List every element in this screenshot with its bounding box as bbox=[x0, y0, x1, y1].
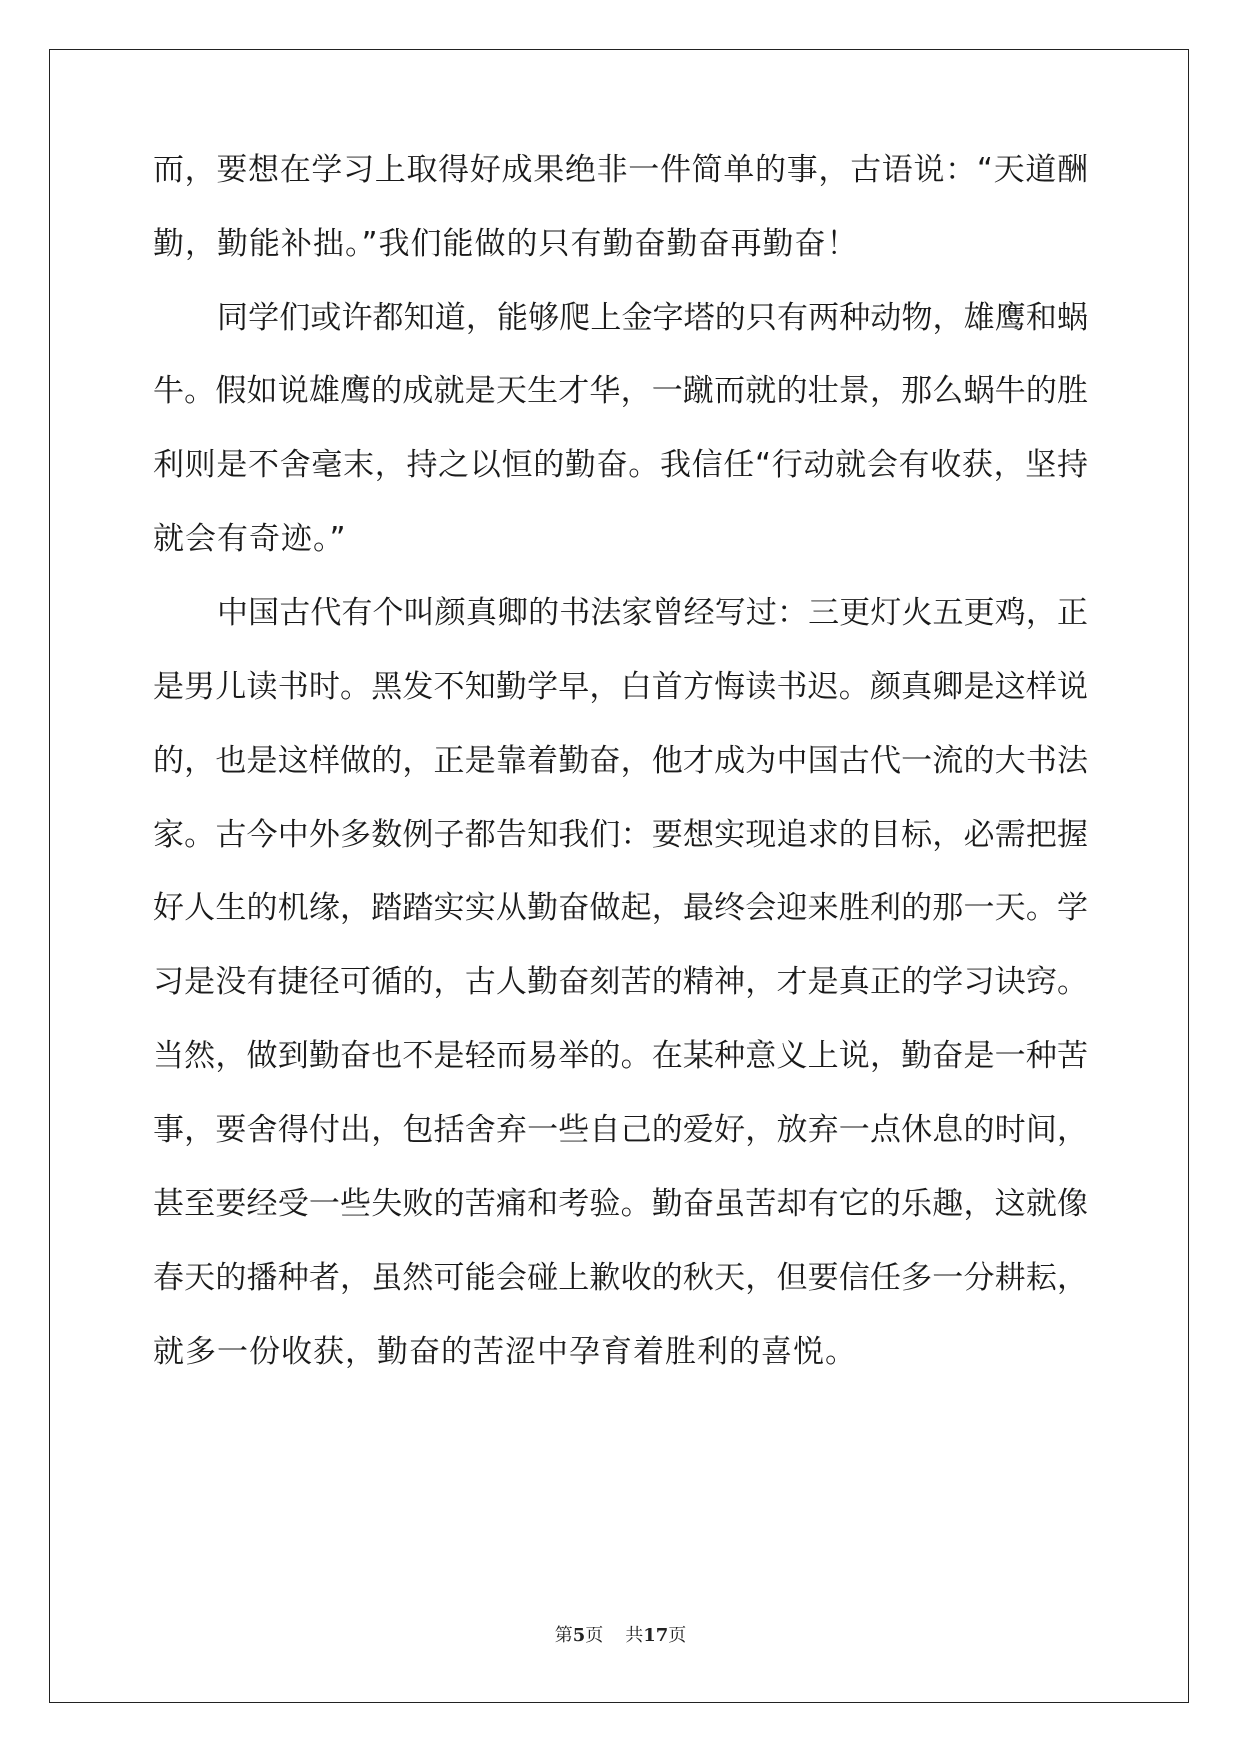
text-line: 的，也是这样做的，正是靠着勤奋，他才成为中国古代一流的大书法 bbox=[153, 743, 1088, 779]
text-line: 牛。假如说雄鹰的成就是天生才华，一蹴而就的壮景，那么蜗牛的胜 bbox=[153, 373, 1088, 409]
text-line: 家。古今中外多数例子都告知我们：要想实现追求的目标，必需把握 bbox=[153, 817, 1088, 853]
text-line: 就多一份收获，勤奋的苦涩中孕育着胜利的喜悦。 bbox=[153, 1334, 857, 1370]
text-line: 就会有奇迹。” bbox=[153, 521, 347, 557]
text-line: 中国古代有个叫颜真卿的书法家曾经写过：三更灯火五更鸡，正 bbox=[217, 595, 1088, 631]
page-label-prefix: 第 bbox=[554, 1625, 573, 1646]
total-pages: 17 bbox=[643, 1625, 669, 1646]
text-line: 利则是不舍毫末，持之以恒的勤奋。我信任“行动就会有收获，坚持 bbox=[153, 447, 1088, 483]
text-line: 而，要想在学习上取得好成果绝非一件简单的事，古语说：“天道酬 bbox=[153, 152, 1088, 188]
text-line: 习是没有捷径可循的，古人勤奋刻苦的精神，才是真正的学习诀窍。 bbox=[153, 964, 1088, 1000]
text-line: 勤，勤能补拙。”我们能做的只有勤奋勤奋再勤奋！ bbox=[153, 226, 859, 262]
text-line: 事，要舍得付出，包括舍弃一些自己的爱好，放弃一点休息的时间， bbox=[153, 1112, 1088, 1148]
text-line: 同学们或许都知道，能够爬上金字塔的只有两种动物，雄鹰和蜗 bbox=[217, 300, 1088, 336]
page-label-suffix: 页 bbox=[585, 1625, 604, 1646]
text-line: 当然，做到勤奋也不是轻而易举的。在某种意义上说，勤奋是一种苦 bbox=[153, 1038, 1088, 1074]
text-line: 春天的播种者，虽然可能会碰上歉收的秋天，但要信任多一分耕耘， bbox=[153, 1260, 1088, 1296]
total-label-prefix: 共 bbox=[625, 1625, 644, 1646]
total-label-suffix: 页 bbox=[668, 1625, 687, 1646]
text-line: 好人生的机缘，踏踏实实从勤奋做起，最终会迎来胜利的那一天。学 bbox=[153, 890, 1088, 926]
page-footer bbox=[0, 1624, 1241, 1648]
text-line: 甚至要经受一些失败的苦痛和考验。勤奋虽苦却有它的乐趣，这就像 bbox=[153, 1186, 1088, 1222]
page-number: 5 bbox=[572, 1625, 586, 1646]
text-line: 是男儿读书时。黑发不知勤学早，白首方悔读书迟。颜真卿是这样说 bbox=[153, 669, 1088, 705]
